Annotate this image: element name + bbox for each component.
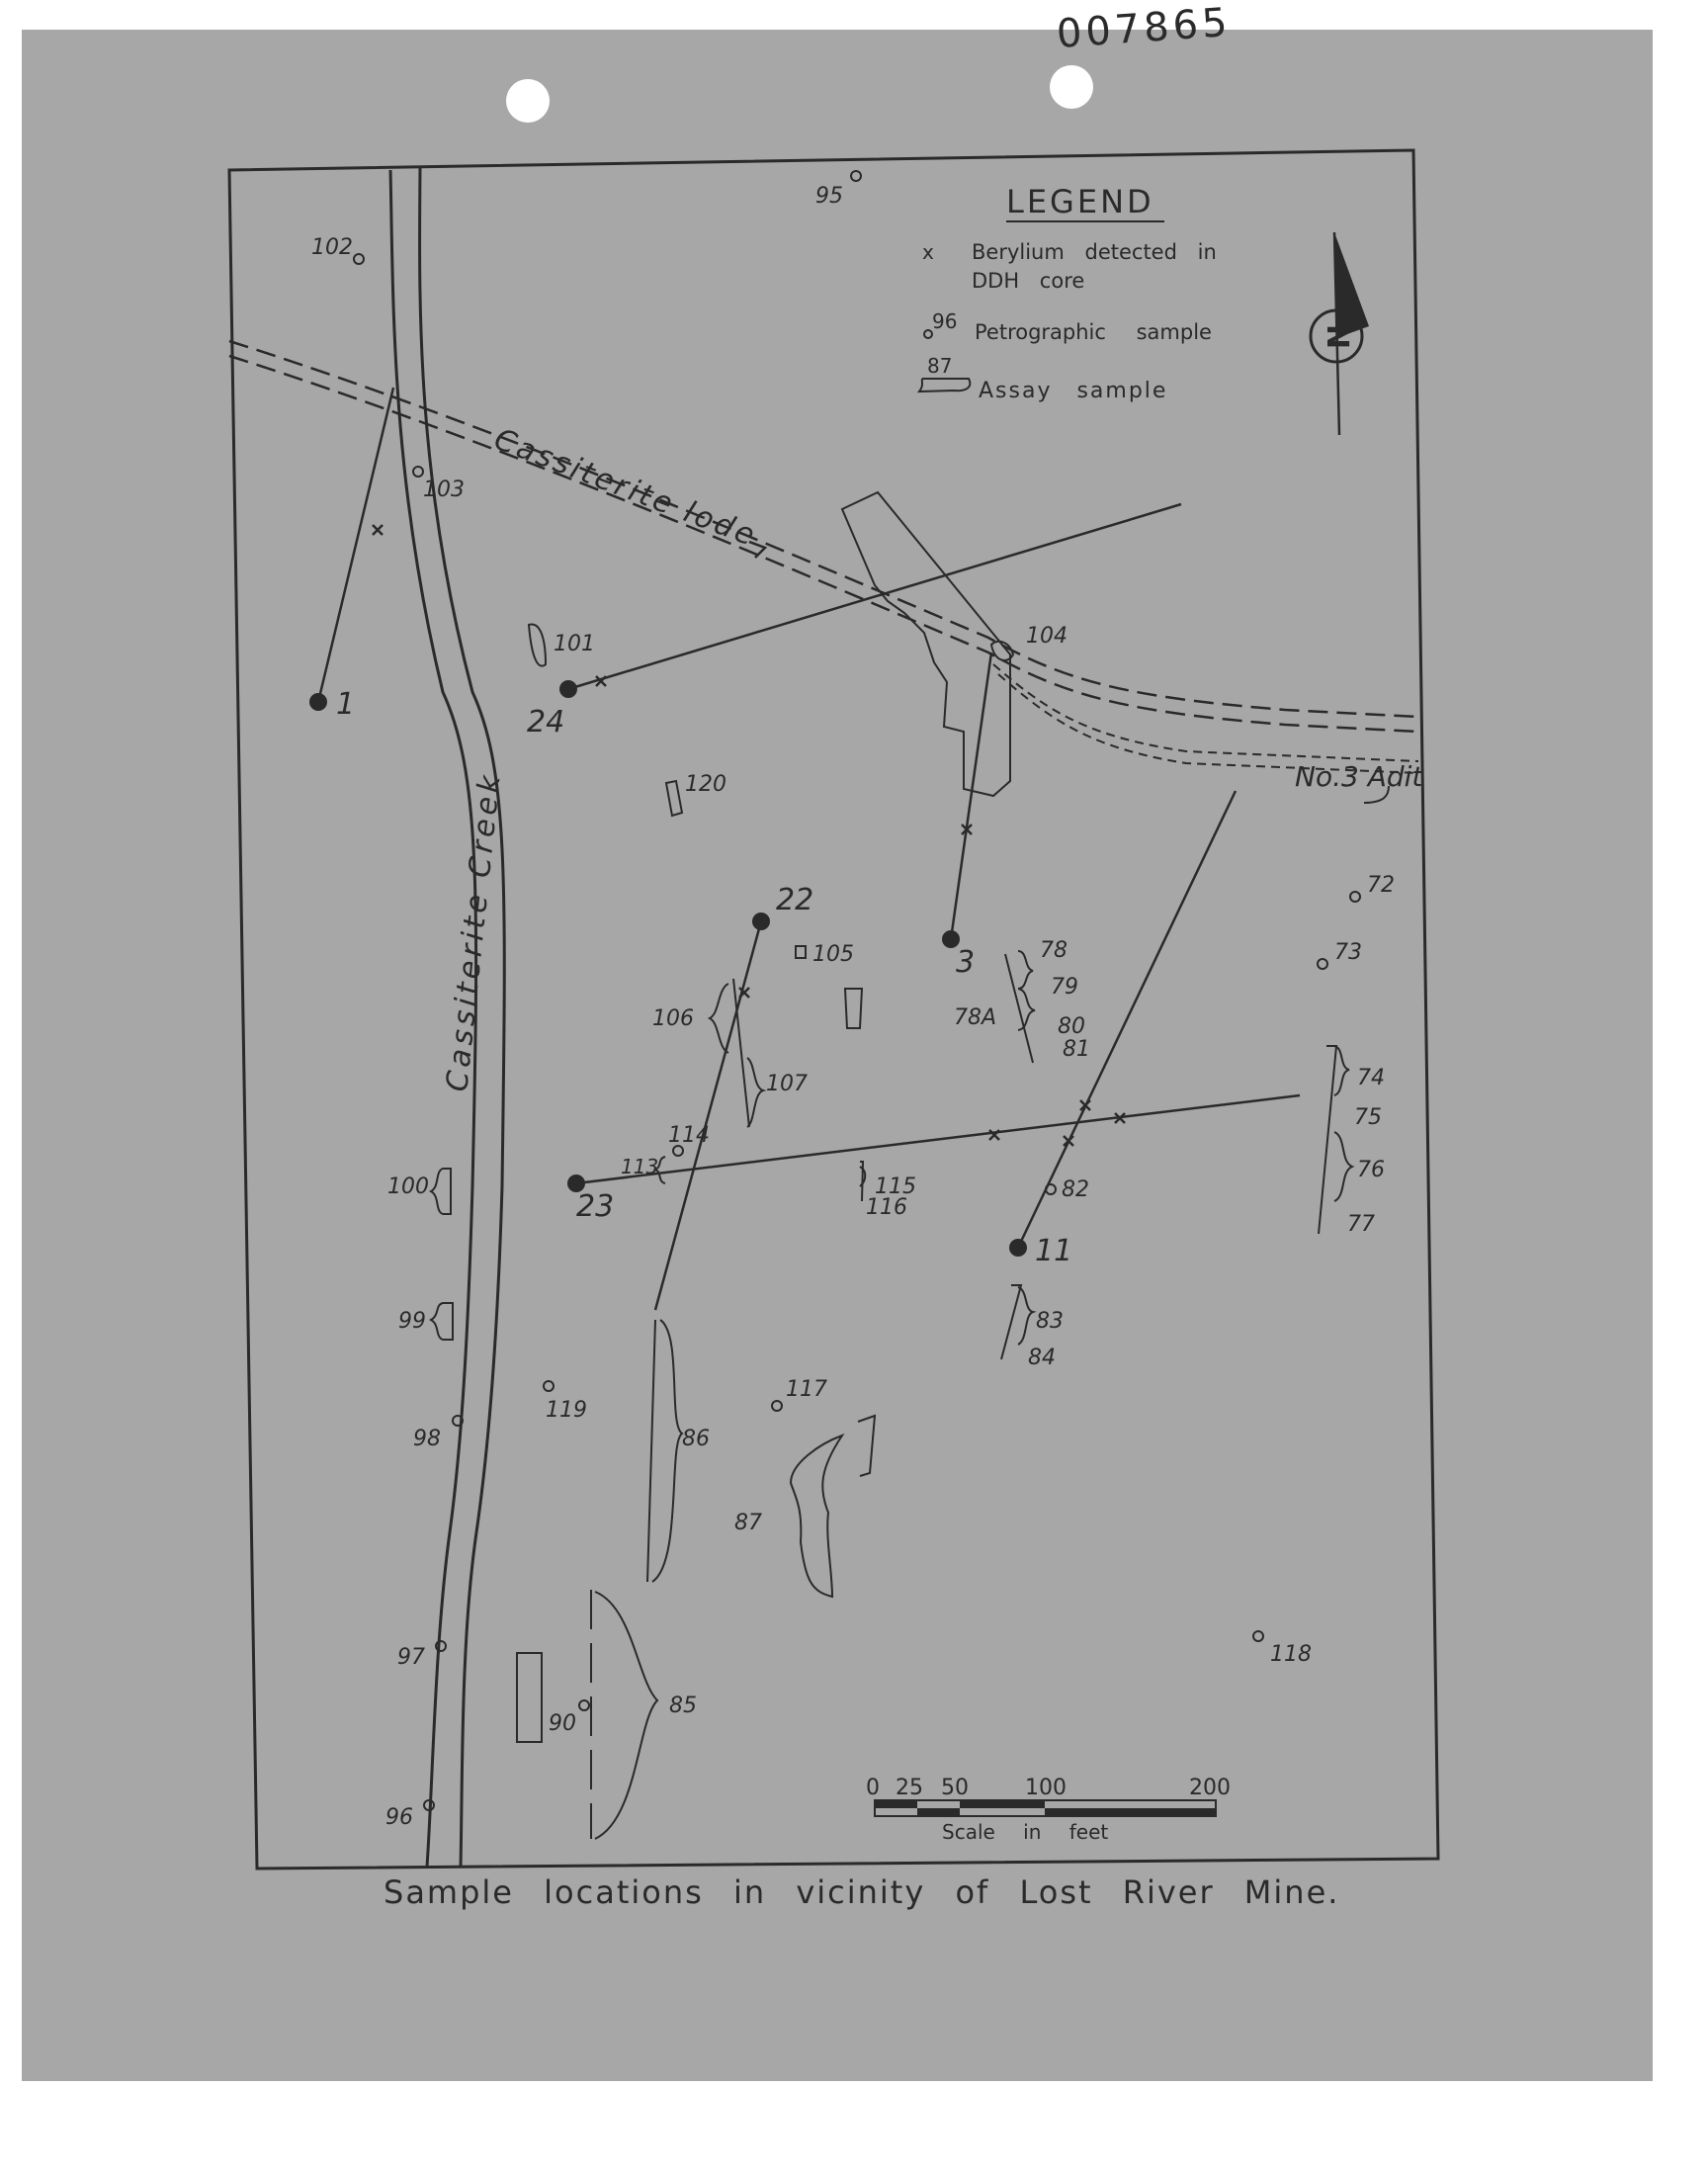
assay-label: 84 [1028,1346,1056,1370]
scale-label: Scale in feet [942,1820,1109,1844]
assay-label: 85 [669,1694,697,1718]
scale-tick: 50 [941,1776,969,1800]
drill-hole-label: 1 [336,687,356,722]
petrographic-label: 90 [549,1711,576,1736]
petrographic-label: 102 [311,235,353,260]
petrographic-label: 118 [1270,1642,1312,1667]
assay-label: 115 [875,1174,916,1199]
petrographic-label: 114 [668,1123,710,1148]
assay-label: 86 [682,1427,710,1451]
assay-label: 83 [1036,1309,1064,1334]
assay-label: 106 [652,1006,694,1031]
drill-hole-label: 23 [576,1189,615,1224]
assay-label: 100 [387,1174,429,1199]
assay-label: 113 [621,1155,659,1178]
legend-title: LEGEND [1006,183,1154,220]
document-number: 007865 [1055,0,1233,57]
petrographic-label: 103 [423,478,465,502]
legend-petrographic-number: 96 [932,309,958,333]
assay-label: 74 [1357,1066,1385,1090]
petrographic-label: 72 [1367,873,1395,898]
petrographic-label: 95 [815,184,843,209]
drill-hole-label: 3 [956,945,976,980]
assay-label: 79 [1051,975,1078,1000]
creek-label: Cassiterite Creek [440,769,508,1093]
drill-hole-label: 24 [527,705,565,740]
petrographic-label: 119 [546,1398,587,1423]
petrographic-label: 97 [397,1645,425,1670]
assay-label: 99 [398,1309,426,1334]
punch-hole-right [1050,65,1093,109]
legend-assay-label: Assay sample [979,379,1168,403]
petrographic-label: 117 [786,1377,827,1402]
assay-label: 107 [766,1072,808,1096]
petrographic-label: 82 [1062,1177,1089,1202]
assay-label: 76 [1357,1158,1385,1182]
assay-label: 81 [1063,1037,1090,1062]
adit-label: No.3 Adit [1295,760,1423,793]
paper-background [22,30,1653,2081]
punch-hole-left [506,79,550,123]
map-caption: Sample locations in vicinity of Lost River Mine. [384,1873,1340,1911]
drill-hole-label: 22 [776,883,814,917]
scale-tick: 25 [896,1776,923,1800]
assay-label: 87 [734,1511,762,1535]
assay-label: 104 [1026,624,1068,649]
scale-tick: 200 [1189,1776,1231,1800]
assay-label: 116 [866,1195,907,1220]
legend-beryllium-line1: Berylium detected in [972,240,1217,264]
lode-label: Cassiterite lode [489,421,762,555]
assay-label: 80 [1058,1014,1085,1039]
assay-label: 77 [1347,1212,1375,1237]
assay-label: 120 [685,772,726,797]
scale-tick: 100 [1025,1776,1067,1800]
assay-label: 101 [554,632,595,656]
scale-tick: 0 [866,1776,880,1800]
legend-beryllium-symbol: x [922,240,934,264]
petrographic-label: 96 [385,1805,413,1830]
drill-hole-label: 11 [1035,1234,1073,1268]
legend-assay-number: 87 [927,354,953,378]
legend-beryllium-line2: DDH core [972,269,1085,293]
assay-label: 78 [1040,938,1068,963]
assay-label: 75 [1354,1105,1382,1130]
legend-petrographic-label: Petrographic sample [975,320,1212,344]
assay-label: 105 [812,942,854,967]
assay-label: 78A [954,1005,997,1030]
north-letter: N [1320,324,1354,350]
petrographic-label: 73 [1334,940,1362,965]
petrographic-label: 98 [413,1427,441,1451]
